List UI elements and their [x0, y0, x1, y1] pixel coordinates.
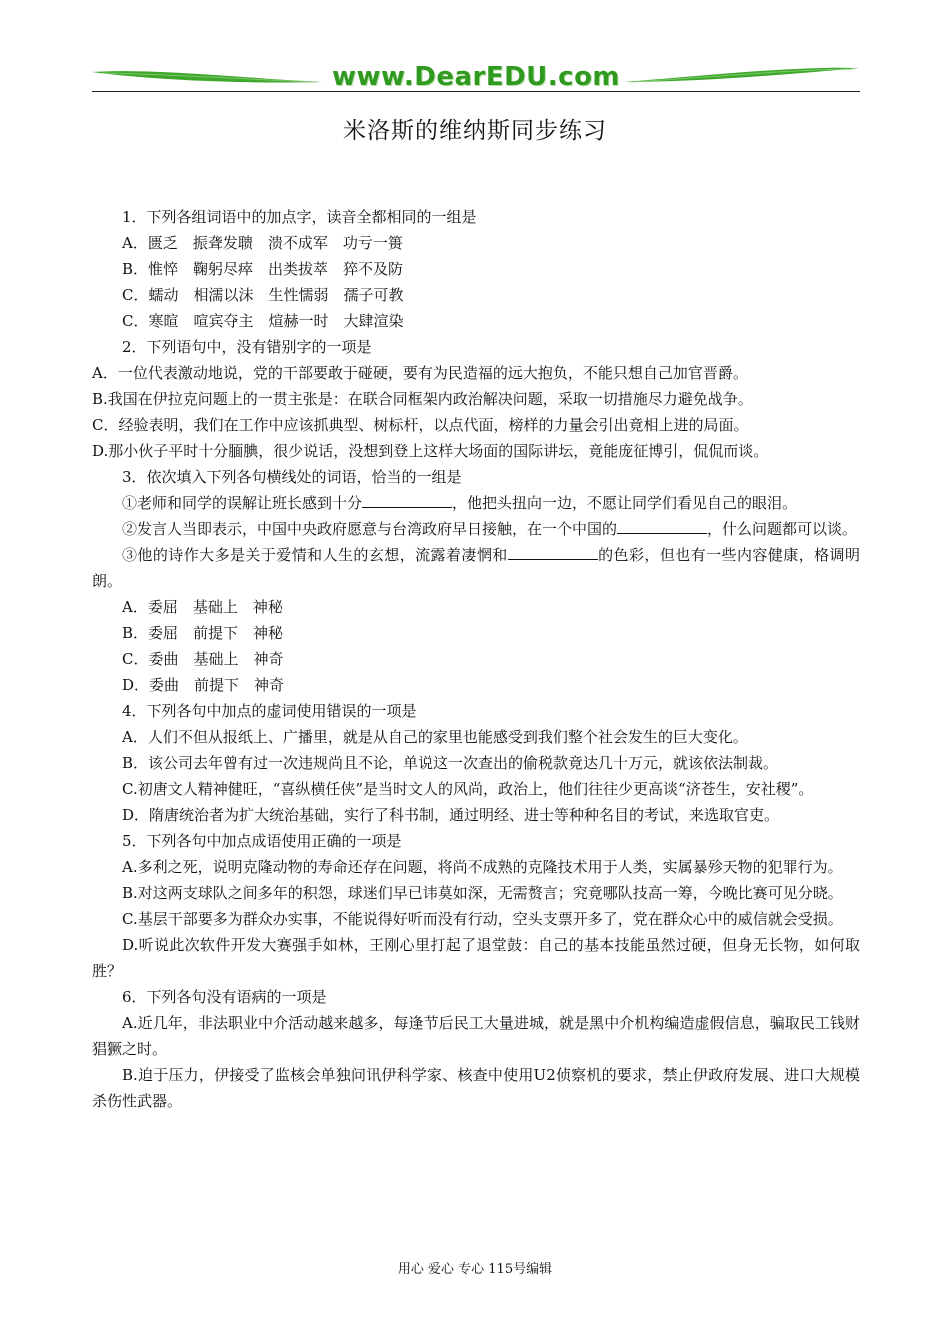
q6-stem: 6．下列各句没有语病的一项是 [122, 988, 327, 1006]
q3-sentence-2 [92, 516, 860, 542]
q3-s1-post: ，他把头扭向一边，不愿让同学们看见自己的眼泪。 [452, 494, 798, 512]
q4-option-c: C.初唐文人精神健旺，“喜纵横任侠”是当时文人的风尚，政治上，他们往往少更高谈“济苍生，安社稷”。 [122, 780, 814, 798]
fill-blank [617, 518, 707, 534]
q4-stem: 4．下列各句中加点的虚词使用错误的一项是 [122, 702, 417, 720]
q3-option-b: B．委屈 前提下 神秘 [122, 624, 284, 642]
q5-option-b: B.对这两支球队之间多年的积怨，球迷们早已讳莫如深，无需赘言；究竟哪队技高一筹，今晚比赛可见分晓。 [122, 884, 843, 902]
q3-s1-pre: ①老师和同学的误解让班长感到十分 [122, 494, 363, 512]
q2-option-a: A．一位代表激动地说，党的干部要敢于碰硬，要有为民造福的远大抱负，不能只想自己加官晋爵。 [92, 364, 748, 382]
q3-option-c: C．委曲 基础上 神奇 [122, 650, 284, 668]
q6-option-a: A.近几年，非法职业中介活动越来越多，每逢节后民工大量进城，就是黑中介机构编造虚假信息，骗取民工钱财猖獗之时。 [92, 1014, 860, 1058]
exercise-body [92, 204, 860, 1114]
q1-stem: 1．下列各组词语中的加点字，读音全都相同的一组是 [122, 208, 477, 226]
q5-stem: 5．下列各句中加点成语使用正确的一项是 [122, 832, 402, 850]
q2-option-d: D.那小伙子平时十分腼腆，很少说话，没想到登上这样大场面的国际讲坛，竟能庞征博引，侃侃而谈。 [92, 442, 769, 460]
site-header-banner [92, 60, 860, 94]
fill-blank [362, 492, 452, 508]
document-title: 米洛斯的维纳斯同步练习 [343, 118, 607, 144]
q4-option-a: A．人们不但从报纸上、广播里，就是从自己的家里也能感受到我们整个社会发生的巨大变化。 [122, 728, 748, 746]
q6-option-b: B.迫于压力，伊接受了监核会单独问讯伊科学家、核查中使用U2侦察机的要求，禁止伊政府发展、进口大规模杀伤性武器。 [92, 1066, 860, 1110]
q3-s2-pre: ②发言人当即表示，中国中央政府愿意与台湾政府早日接触，在一个中国的 [122, 520, 618, 538]
q3-sentence-3 [92, 542, 860, 594]
site-logo-text: www.DearEDU.com [331, 62, 621, 92]
q3-stem: 3．依次填入下列各句横线处的词语，恰当的一组是 [122, 468, 462, 486]
q3-s3-post: 的色彩，但也有一些内容健康，格调明朗。 [92, 546, 860, 590]
q2-option-c: C．经验表明，我们在工作中应该抓典型、树标杆，以点代面，榜样的力量会引出竟相上进的局面。 [92, 416, 749, 434]
q3-option-d: D．委曲 前提下 神奇 [122, 676, 285, 694]
q2-stem: 2．下列语句中，没有错别字的一项是 [122, 338, 372, 356]
q4-option-b: B．该公司去年曾有过一次违规尚且不论，单说这一次查出的偷税款竟达几十万元，就该依法制裁。 [122, 754, 779, 772]
page-footer: 用心 爱心 专心 115号编辑 [397, 1262, 553, 1277]
q1-option-b: B．惟悴 鞠躬尽瘁 出类拔萃 猝不及防 [122, 260, 404, 278]
q3-s2-post: ，什么问题都可以谈。 [707, 520, 858, 538]
q1-option-c: C．蠕动 相濡以沫 生性懦弱 孺子可教 [122, 286, 404, 304]
q1-option-d: C．寒暄 喧宾夺主 煊赫一时 大肆渲染 [122, 312, 404, 330]
q5-option-c: C.基层干部要多为群众办实事，不能说得好听而没有行动，空头支票开多了，党在群众心中的威信就会受损。 [122, 910, 843, 928]
q3-s3-pre: ③他的诗作大多是关于爱情和人生的玄想，流露着凄惘和 [122, 546, 508, 564]
header-rule [92, 91, 860, 92]
q5-option-a: A.多利之死，说明克隆动物的寿命还存在问题，将尚不成熟的克隆技术用于人类，实属暴殄天物的犯罪行为。 [122, 858, 843, 876]
q3-sentence-1 [92, 490, 860, 516]
q2-option-b: B.我国在伊拉克问题上的一贯主张是：在联合同框架内政治解决问题，采取一切措施尽力避免战争。 [92, 390, 753, 408]
fill-blank [508, 544, 598, 560]
q3-option-a: A．委屈 基础上 神秘 [122, 598, 283, 616]
q1-option-a: A．匮乏 振聋发聩 溃不成军 功亏一篑 [122, 234, 403, 252]
q4-option-d: D．隋唐统治者为扩大统治基础，实行了科书制，通过明经、进士等种种名目的考试，来选取官吏。 [122, 806, 780, 824]
q5-option-d: D.听说此次软件开发大赛强手如林，王刚心里打起了退堂鼓：自己的基本技能虽然过硬，但身无长物，如何取胜？ [92, 936, 860, 980]
